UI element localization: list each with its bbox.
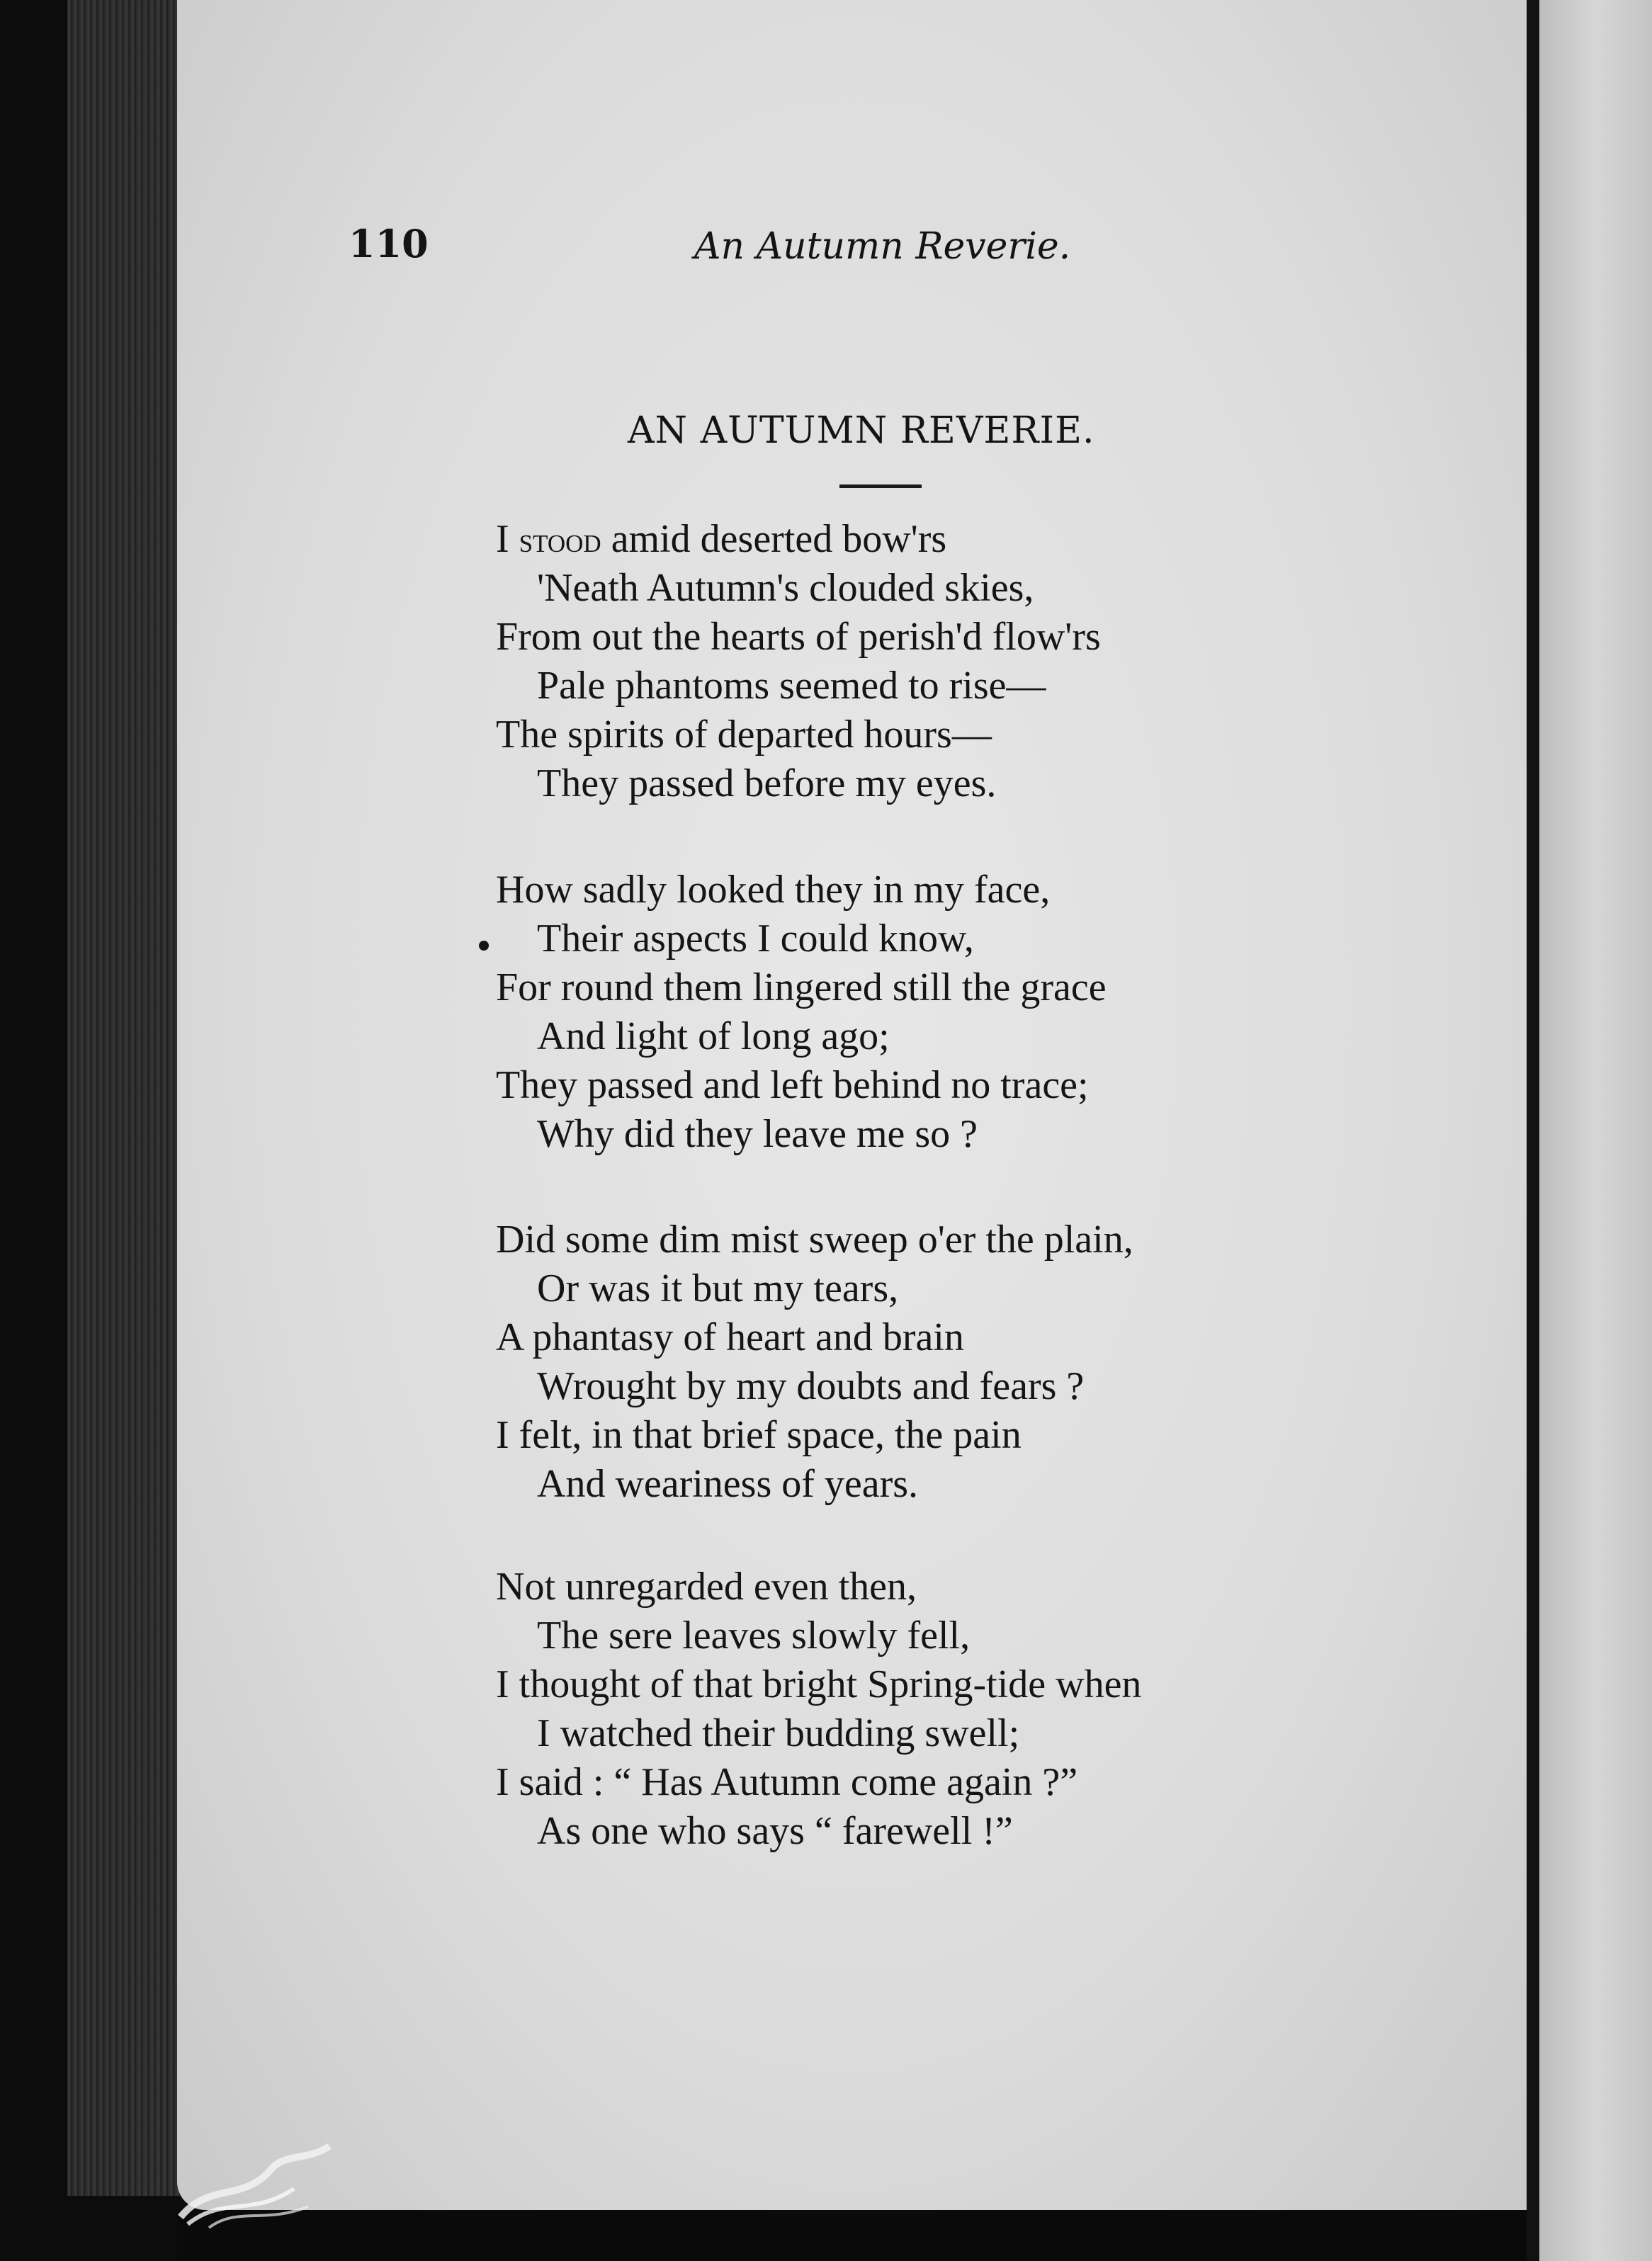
poem-line: I felt, in that brief space, the pain bbox=[496, 1413, 1022, 1457]
poem-line: They passed before my eyes. bbox=[537, 761, 997, 805]
poem-line: I said : “ Has Autumn come again ?” bbox=[496, 1760, 1078, 1804]
poem-line: And weariness of years. bbox=[537, 1462, 919, 1506]
poem-line: Pale phantoms seemed to rise— bbox=[537, 664, 1046, 708]
poem-line: Not unregarded even then, bbox=[496, 1565, 917, 1609]
first-line-rest: amid deserted bow'rs bbox=[601, 517, 947, 561]
poem-line: Their aspects I could know, bbox=[537, 917, 974, 960]
book-spine-edges bbox=[67, 0, 184, 2196]
page-gutter-shadow bbox=[1527, 0, 1539, 2261]
poem-line: I watched their budding swell; bbox=[537, 1711, 1020, 1755]
poem-line: And light of long ago; bbox=[537, 1014, 890, 1058]
first-word-smallcaps: stood bbox=[519, 520, 601, 560]
poem-line: They passed and left behind no trace; bbox=[496, 1063, 1089, 1107]
stanza-1 bbox=[496, 515, 1275, 808]
poem-line: From out the hearts of perish'd flow'rs bbox=[496, 615, 1101, 659]
adjacent-page-edge bbox=[1539, 0, 1652, 2261]
poem-line: The spirits of departed hours— bbox=[496, 713, 992, 756]
poem-line: A phantasy of heart and brain bbox=[496, 1315, 964, 1359]
paper-damage-mark bbox=[166, 2139, 351, 2231]
stanza-4 bbox=[496, 1563, 1275, 1856]
poem-line: Wrought by my doubts and fears ? bbox=[537, 1364, 1085, 1408]
poem-line: Or was it but my tears, bbox=[537, 1266, 899, 1310]
poem-line: For round them lingered still the grace bbox=[496, 965, 1107, 1009]
stanza-3 bbox=[496, 1216, 1275, 1509]
running-head: An Autumn Reverie. bbox=[694, 225, 1071, 268]
poem-line bbox=[496, 515, 1275, 564]
stanza-2 bbox=[496, 866, 1275, 1159]
title-rule bbox=[839, 484, 922, 488]
first-line-start: I bbox=[496, 517, 519, 561]
poem-line: I thought of that bright Spring-tide when bbox=[496, 1662, 1142, 1706]
poem-title: AN AUTUMN REVERIE. bbox=[628, 409, 1095, 452]
poem-line: As one who says “ farewell !” bbox=[537, 1809, 1013, 1853]
poem-line: How sadly looked they in my face, bbox=[496, 868, 1051, 912]
poem-line: Did some dim mist sweep o'er the plain, bbox=[496, 1218, 1133, 1262]
poem-line: The sere leaves slowly fell, bbox=[537, 1614, 971, 1658]
poem-line: Why did they leave me so ? bbox=[537, 1112, 978, 1156]
bottom-shadow bbox=[177, 2210, 1527, 2261]
ink-dot bbox=[479, 941, 489, 951]
poem-line: 'Neath Autumn's clouded skies, bbox=[537, 566, 1034, 610]
page-number: 110 bbox=[349, 221, 429, 266]
